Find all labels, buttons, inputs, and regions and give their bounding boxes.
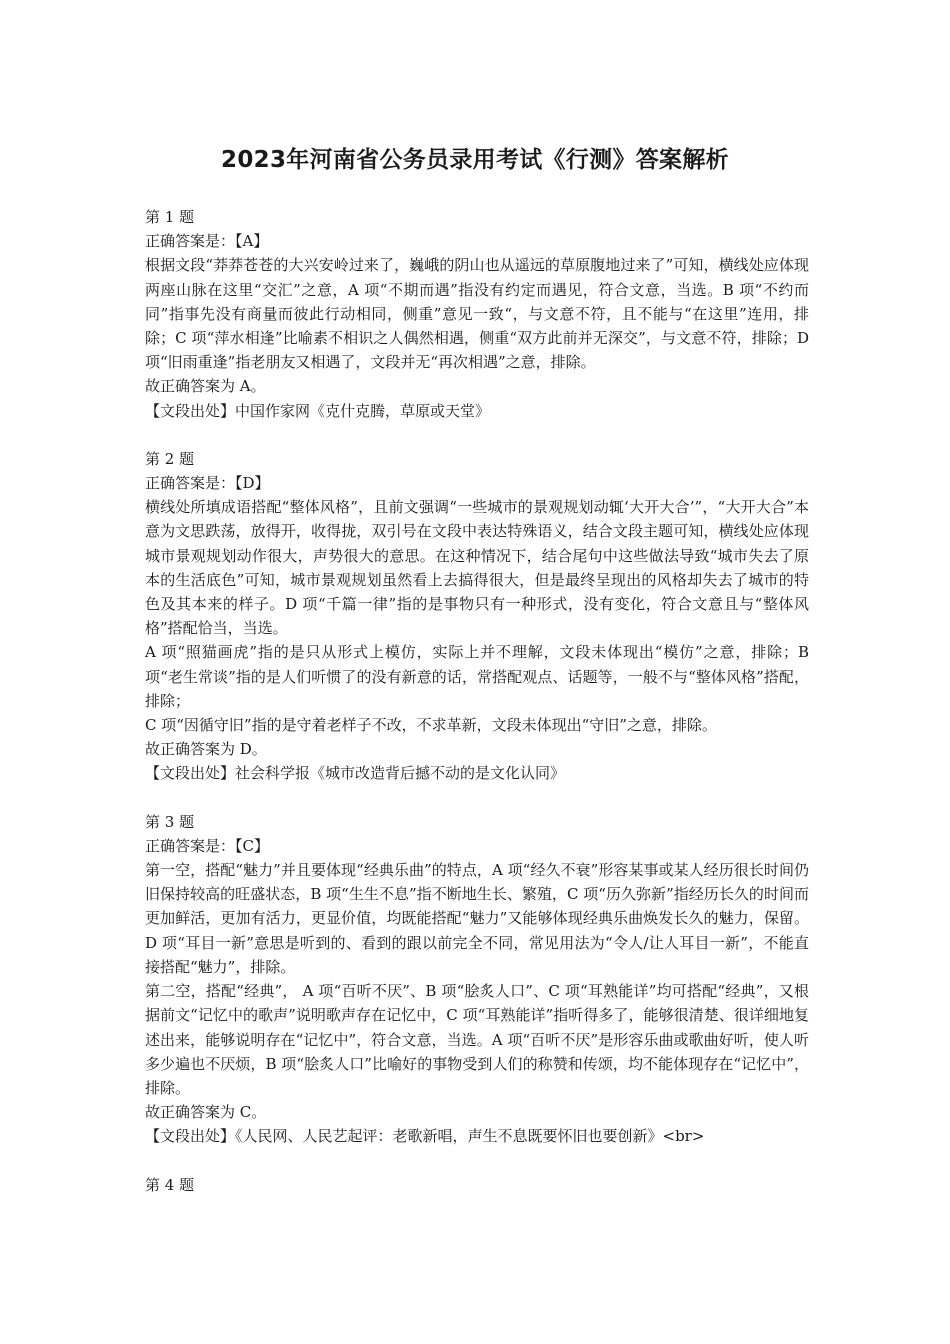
- source-citation: 【文段出处】《人民网、人民艺起评：老歌新唱，声生不息既要怀旧也要创新》<br>: [145, 1127, 705, 1146]
- explanation-paragraph: 第一空，搭配“魅力”并且要体现“经典乐曲”的特点，A 项“经久不衰”形容某事或某人经历很长时间仍旧保持较高的旺盛状态，B 项“生生不息”指不断地生长、繁殖，C 项“历久弥新”指经历长久的时间而更加鲜活，更加有活力，更显价值，均既能搭配“魅力”又能够体现经典乐曲焕发长久的魅力，保留。D 项“耳目一新”意思是听到的、看到的跟以前完全不同，常见用法为“令人/让人耳目一新”，不能直接搭配“魅力”，排除。: [145, 861, 809, 976]
- explanation-paragraph: C 项“因循守旧”指的是守着老样子不改，不求革新，文段未体现出“守旧”之意，排除。: [145, 716, 717, 735]
- source-citation: 【文段出处】社会科学报《城市改造背后撼不动的是文化认同》: [145, 764, 566, 783]
- final-answer: 故正确答案为 C。: [145, 1103, 267, 1122]
- question-heading: 第 4 题: [145, 1175, 195, 1194]
- final-answer: 故正确答案为 D。: [145, 740, 267, 759]
- document-title: 2023年河南省公务员录用考试《行测》答案解析: [221, 147, 729, 173]
- question-4: [145, 1173, 809, 1197]
- question-1: [145, 205, 809, 423]
- correct-answer: 正确答案是：【D】: [145, 474, 270, 493]
- explanation-paragraph: 第二空，搭配“经典”， A 项“百听不厌”、B 项“脍炙人口”、C 项“耳熟能详”均可搭配“经典”，又根据前文“记忆中的歌声”说明歌声存在记忆中，C 项“耳熟能详”指听得多了，能够很清楚、很详细地复述出来，能够说明存在“记忆中”，符合文意，当选。A 项“百听不厌”是形容乐曲或歌曲好听，使人听多少遍也不厌烦，B 项“脍炙人口”比喻好的事物受到人们的称赞和传颂，均不能体现存在“记忆中”，排除。: [145, 982, 809, 1097]
- correct-answer: 正确答案是：【A】: [145, 232, 269, 251]
- source-citation: 【文段出处】中国作家网《克什克腾，草原或天堂》: [145, 401, 491, 420]
- explanation-paragraph: 根据文段“莽莽苍苍的大兴安岭过来了，巍峨的阴山也从遥远的草原腹地过来了”可知，横线处应体现两座山脉在这里“交汇”之意，A 项“不期而遇”指没有约定而遇见，符合文意，当选。B 项“不约而同”指事先没有商量而彼此行动相同，侧重”意见一致“，与文意不符，且不能与“在这里”连用，排除；C 项“萍水相逢”比喻素不相识之人偶然相遇，侧重“双方此前并无深交”，与文意不符，排除；D 项“旧雨重逢”指老朋友又相遇了，文段并无“再次相遇”之意，排除。: [145, 256, 809, 372]
- question-2: [145, 447, 809, 786]
- final-answer: 故正确答案为 A。: [145, 377, 266, 396]
- explanation-paragraph: 横线处所填成语搭配“整体风格”，且前文强调“一些城市的景观规划动辄‘大开大合’”，“大开大合”本意为文思跌荡，放得开，收得拢，双引号在文段中表达特殊语义，结合文段主题可知，横线处应体现城市景观规划动作很大，声势很大的意思。在这种情况下，结合尾句中这些做法导致“城市失去了原本的生活底色”可知，城市景观规划虽然看上去搞得很大，但是最终呈现出的风格却失去了城市的特色及其本来的样子。D 项“千篇一律”指的是事物只有一种形式，没有变化，符合文意且与“整体风格”搭配恰当，当选。: [145, 498, 809, 638]
- question-heading: 第 2 题: [145, 449, 195, 468]
- correct-answer: 正确答案是：【C】: [145, 836, 269, 855]
- document-body: [145, 205, 809, 1221]
- explanation-paragraph: A 项“照猫画虎”指的是只从形式上模仿，实际上并不理解，文段未体现出“模仿”之意，排除；B 项“老生常谈”指的是人们听惯了的没有新意的话，常搭配观点、话题等，一般不与“整体风格”搭配，排除；: [145, 643, 809, 710]
- question-heading: 第 1 题: [145, 208, 195, 226]
- question-heading: 第 3 题: [145, 812, 195, 831]
- question-3: [145, 810, 809, 1149]
